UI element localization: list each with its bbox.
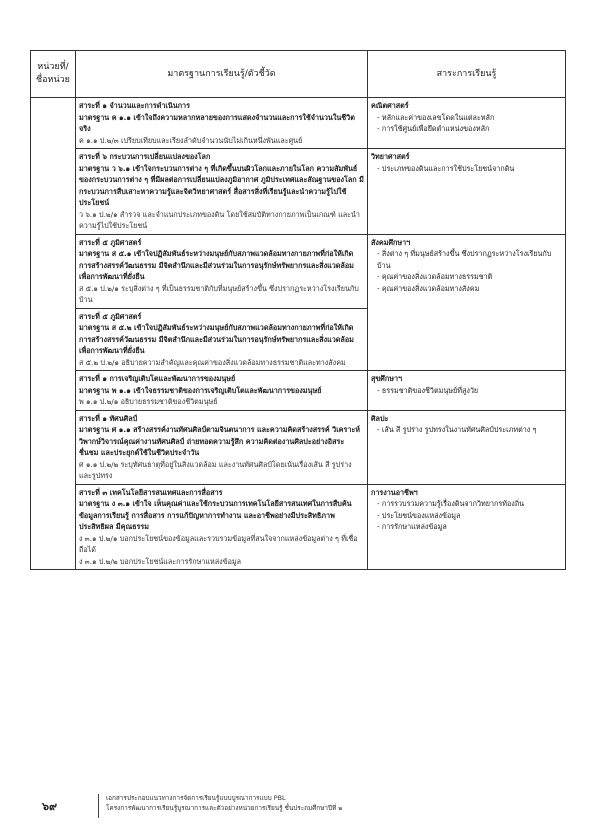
strand-title: สาระที่ ๓ เทคโนโลยีสารสนเทศและการสื่อสาร	[79, 487, 223, 497]
standard-text: มาตรฐาน ว ๖.๑ เข้าใจกระบวนการต่าง ๆ ที่เกิดขึ้นบนผิวโลกและภายในโลก ความสัมพันธ์ของกระบวนการต่าง ๆ ที่มีผลต่อการเปลี่ยนแปลงภูมิอากาศ ภูมิประเทศและสัณฐานของโลก มีกระบวนการสืบเสาะหาความรู้และจิตวิทยาศาสตร์ สื่อสารสิ่งที่เรียนรู้และนำความรู้ไปใช้ประโยชน์	[79, 163, 364, 207]
strand-title: สาระที่ ๕ ภูมิศาสตร์	[79, 237, 142, 247]
standard-text: มาตรฐาน พ ๑.๑ เข้าใจธรรมชาติของการเจริญเติบโตและพัฒนาการของมนุษย์	[79, 385, 322, 395]
table-row	[31, 98, 566, 149]
content-item: - คุณค่าของสิ่งแวดล้อมทางสังคม	[377, 283, 480, 293]
unit-cell	[31, 98, 76, 570]
standard-text: มาตรฐาน ค ๑.๑ เข้าใจถึงความหลากหลายของการแสดงจำนวนและการใช้จำนวนในชีวิตจริง	[79, 112, 355, 133]
subject-title: วิทยาศาสตร์	[371, 152, 410, 161]
content-cell	[368, 371, 566, 411]
indicator-text: ง ๓.๑ ป.๒/๒ บอกประโยชน์และการรักษาแหล่งข้อมูล	[79, 556, 242, 566]
standard-cell	[76, 308, 368, 371]
strand-title: สาระที่ ๑ จำนวนและการดำเนินการ	[79, 101, 190, 110]
content-cell	[368, 234, 566, 371]
standard-cell	[76, 371, 368, 411]
standard-text: มาตรฐาน ส ๕.๒ เข้าใจปฏิสัมพันธ์ระหว่างมนุษย์กับสภาพแวดล้อมทางกายภาพที่ก่อให้เกิดการสร้างสรรค์วัฒนธรรม มีจิตสำนึกและมีส่วนร่วมในการอนุรักษ์ทรัพยากรและสิ่งแวดล้อมเพื่อการพัฒนาที่ยั่งยืน	[79, 323, 354, 355]
indicator-text: ส ๕.๑ ป.๒/๑ ระบุสิ่งต่าง ๆ ที่เป็นธรรมชาติกับที่มนุษย์สร้างขึ้น ซึ่งปรากฏระหว่างโรงเรียนกับบ้าน	[79, 283, 359, 304]
content-item: - การรวบรวมความรู้เรื่องดินจากวิทยากรท้องถิ่น	[377, 499, 525, 508]
standard-text: มาตรฐาน ง ๓.๑ เข้าใจ เห็นคุณค่าและใช้กระบวนการเทคโนโลยีสารสนเทศในการสืบค้นข้อมูลการเรียนรู้ การสื่อสาร การแก้ปัญหาการทำงาน และอาชีพอย่างมีประสิทธิภาพ ประสิทธิผล มีคุณธรรม	[79, 499, 352, 531]
footer-line-2: โครงการพัฒนาการเรียนรู้บูรณาการและตัวอย่างหน่วยการเรียนรู้ ชั้นประถมศึกษาปีที่ ๒	[106, 804, 343, 812]
indicator-text: ส ๕.๒ ป.๒/๑ อธิบายความสำคัญและคุณค่าของสิ่งแวดล้อมทางธรรมชาติและทางสังคม	[79, 357, 346, 367]
subject-title: การงานอาชีพฯ	[371, 487, 418, 497]
strand-title: สาระที่ ๑ ทัศนศิลป์	[79, 413, 138, 423]
content-item: - คุณค่าของสิ่งแวดล้อมทางธรรมชาติ	[377, 272, 493, 281]
footer-line-1: เอกสารประกอบแนวทางการจัดการเรียนรู้แบบบูรณาการแบบ PBL	[106, 794, 286, 802]
content-item: - เส้น สี รูปร่าง รูปทรงในงานทัศนศิลป์ประเภทต่าง ๆ	[377, 425, 537, 434]
content-item: - ประเภทของดินและการใช้ประโยชน์จากดิน	[377, 163, 515, 173]
standard-cell	[76, 98, 368, 149]
content-cell	[368, 484, 566, 570]
standard-cell	[76, 410, 368, 484]
indicator-text: ศ ๑.๑ ป.๒/๒ ระบุทัศนธาตุที่อยู่ในสิ่งแวดล้อม และงานทัศนศิลป์โดยเน้นเรื่องเส้น สี รูปร่างและรูปทรง	[79, 459, 352, 480]
table-body	[31, 98, 566, 570]
standard-cell	[76, 484, 368, 570]
header-content: สาระการเรียนรู้	[368, 51, 566, 98]
indicator-text: พ ๑.๑ ป.๒/๑ อธิบายธรรมชาติของชีวิตมนุษย์	[79, 397, 218, 406]
content-item: - หลักและค่าของเลขโดดในแต่ละหลัก	[377, 112, 495, 122]
content-item: - สิ่งต่าง ๆ ที่มนุษย์สร้างขึ้น ซึ่งปรากฏระหว่างโรงเรียนกับบ้าน	[377, 249, 552, 270]
subject-title: สังคมศึกษาฯ	[371, 237, 411, 247]
indicator-text: ค ๑.๑ ป.๒/๓ เปรียบเทียบและเรียงลำดับจำนวนนับไม่เกินหนึ่งพันและศูนย์	[79, 135, 303, 145]
standard-cell	[76, 149, 368, 235]
indicator-text: ว ๖.๑ ป.๒/๑ สำรวจ และจำแนกประเภทของดิน โดยใช้สมบัติทางกายภาพเป็นเกณฑ์ และนำความรู้ไปใช้ประโยชน์	[79, 209, 360, 230]
content-item: - ประโยชน์ของแหล่งข้อมูล	[377, 510, 461, 520]
content-item: - การใช้ศูนย์เพื่อยึดตำแหน่งของหลัก	[377, 124, 490, 133]
standard-text: มาตรฐาน ศ ๑.๑ สร้างสรรค์งานทัศนศิลป์ตามจินตนาการ และความคิดสร้างสรรค์ วิเคราะห์ วิพากษ์วิจารณ์คุณค่างานทัศนศิลป์ ถ่ายทอดความรู้สึก ความคิดต่องานศิลปะอย่างอิสระ ชื่นชม และประยุกต์ใช้ในชีวิตประจำวัน	[79, 425, 360, 457]
table-row	[31, 484, 566, 570]
content-cell	[368, 149, 566, 235]
strand-title: สาระที่ ๕ ภูมิศาสตร์	[79, 311, 142, 321]
footer-text	[106, 793, 343, 813]
footer-divider	[98, 794, 99, 818]
standard-text: มาตรฐาน ส ๕.๑ เข้าใจปฏิสัมพันธ์ระหว่างมนุษย์กับสภาพแวดล้อมทางกายภาพที่ก่อให้เกิดการสร้างสรรค์วัฒนธรรม มีจิตสำนึกและมีส่วนร่วมในการอนุรักษ์ทรัพยากรและสิ่งแวดล้อมเพื่อการพัฒนาที่ยั่งยืน	[79, 249, 354, 281]
subject-title: ศิลปะ	[371, 413, 389, 423]
curriculum-table	[30, 50, 566, 570]
content-item: - ธรรมชาติของชีวิตมนุษย์ที่สูงวัย	[377, 385, 479, 395]
table-row	[31, 149, 566, 235]
standard-cell	[76, 234, 368, 308]
header-unit: หน่วยที่/ชื่อหน่วย	[31, 51, 76, 98]
table-row	[31, 410, 566, 484]
page-number: ๖๙	[42, 800, 58, 813]
strand-title: สาระที่ ๑ การเจริญเติบโตและพัฒนาการของมนุษย์	[79, 374, 236, 383]
indicator-text: ง ๓.๑ ป.๒/๑ บอกประโยชน์ของข้อมูลและรวบรวมข้อมูลที่สนใจจากแหล่งข้อมูลต่าง ๆ ที่เชื่อถือได้	[79, 533, 358, 554]
strand-title: สาระที่ ๖ กระบวนการเปลี่ยนแปลงของโลก	[79, 152, 211, 161]
page-footer	[30, 792, 565, 820]
table-header-row	[31, 51, 566, 98]
subject-title: คณิตศาสตร์	[371, 101, 409, 110]
subject-title: สุขศึกษาฯ	[371, 374, 403, 383]
content-item: - การรักษาแหล่งข้อมูล	[377, 522, 447, 531]
content-cell	[368, 98, 566, 149]
table-row	[31, 371, 566, 411]
header-standard: มาตรฐานการเรียนรู้/ตัวชี้วัด	[76, 51, 368, 98]
table-row	[31, 234, 566, 308]
content-cell	[368, 410, 566, 484]
